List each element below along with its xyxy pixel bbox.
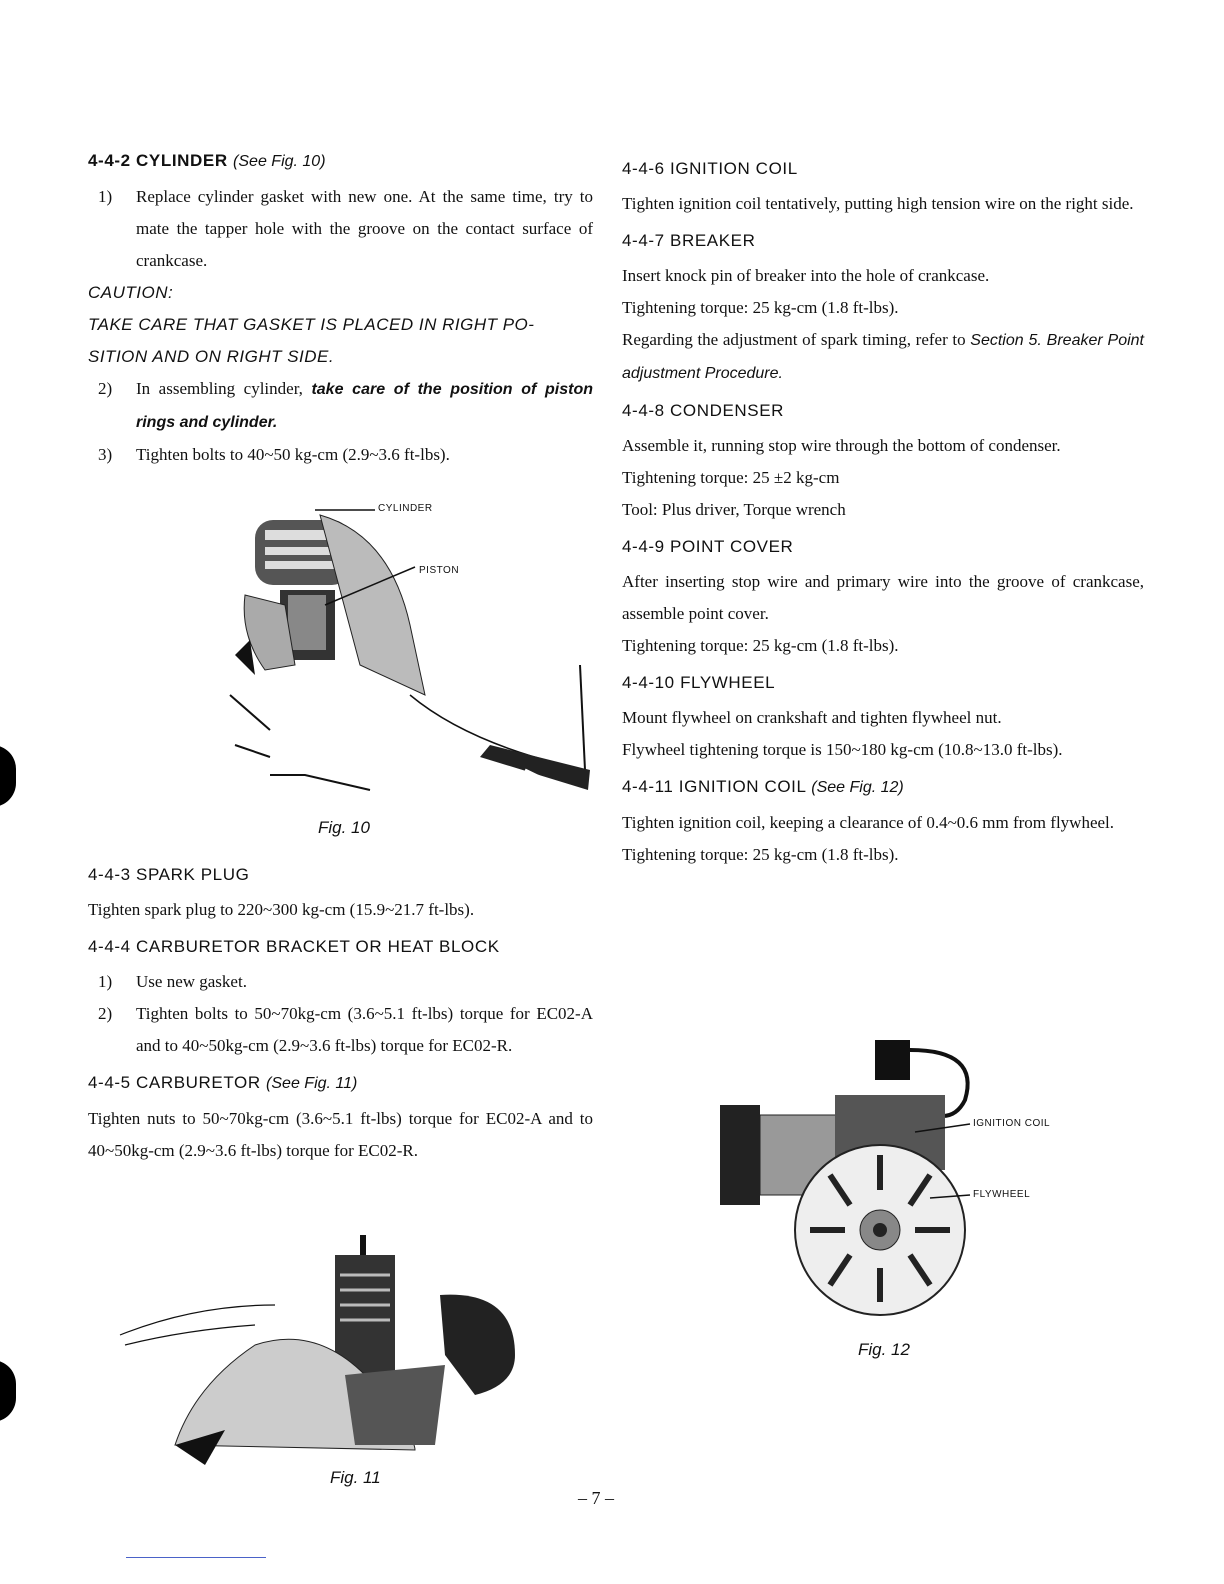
list-item: 1) Use new gasket.: [98, 972, 247, 991]
figure-12-photo: [715, 1040, 1075, 1320]
figure-10-caption: Fig. 10: [318, 818, 370, 837]
heading-4-4-10: 4-4-10 FLYWHEEL: [622, 673, 776, 692]
heading-4-4-9: 4-4-9 POINT COVER: [622, 537, 794, 556]
label-ignition-coil: IGNITION COIL: [973, 1118, 1051, 1129]
list-item: 1) Replace cylinder gasket with new one. At the same time, try to mate the tapper hole with the groove on the contact surface of crankcase.: [98, 187, 593, 270]
list-item: 2) In assembling cylinder, take care of the position of piston rings and cylinder.: [98, 379, 594, 431]
label-flywheel: FLYWHEEL: [973, 1189, 1031, 1200]
fig-reference: (See Fig. 10): [233, 153, 326, 170]
spark-plug-text: Tighten spark plug to 220~300 kg-cm (15.9~21.7 ft-lbs).: [88, 900, 475, 919]
heading-4-4-3: 4-4-3 SPARK PLUG: [88, 865, 250, 884]
binding-hole-mark: [0, 1360, 16, 1422]
label-piston: PISTON: [419, 565, 460, 576]
left-column: [88, 150, 593, 471]
heading-4-4-11: 4-4-11 IGNITION COIL (See Fig. 12): [622, 777, 904, 796]
caution-label: CAUTION:: [88, 283, 174, 302]
left-column-lower: [88, 864, 593, 1167]
heading-4-4-8: 4-4-8 CONDENSER: [622, 401, 785, 420]
heading-4-4-7: 4-4-7 BREAKER: [622, 231, 756, 250]
figure-10-photo: [210, 495, 600, 815]
ignition-coil-text: Tighten ignition coil tentatively, putting high tension wire on the right side.: [622, 194, 1134, 213]
binding-hole-mark: [0, 745, 16, 807]
heading-4-4-4: 4-4-4 CARBURETOR BRACKET OR HEAT BLOCK: [88, 937, 500, 956]
figure-11-photo: [115, 1235, 535, 1465]
heading-4-4-5: 4-4-5 CARBURETOR (See Fig. 11): [88, 1073, 358, 1092]
list-item: 2) Tighten bolts to 50~70kg-cm (3.6~5.1 ft-lbs) torque for EC02-A and to 40~50kg-cm (2.9~3.6 ft-lbs) torque for EC02-R.: [98, 1004, 593, 1055]
heading-4-4-6: 4-4-6 IGNITION COIL: [622, 159, 798, 178]
right-column: 4-4-6 IGNITION COIL Tighten ignition coil tentatively, putting high tension wire on the right side. 4-4-7 BREAKER Insert knock pin of breaker into the hole of crankcase. Tightening torque: 25 kg-cm (1.8 ft-lbs). Regarding the adjustment of spark timing, refer to Section 5. Breaker Point adjustment Procedure. 4-4-8 CONDENSER Assemble it, running stop wire through the bottom of condenser. Tightening torque: 25 ±2 kg-cm Tool: Plus driver, Torque wrench 4-4-9 POINT COVER After inserting stop wire and primary wire into the groove of crankcase, assemble point cover. Tightening torque: 25 kg-cm (1.8 ft-lbs). 4-4-10 FLYWHEEL Mount flywheel on crankshaft and tighten flywheel nut. Flywheel tightening torque is 150~180 kg-cm (10.8~13.0 ft-lbs). 4-4-11 IGNITION COIL (See Fig. 12) Tighten ignition coil, keeping a clearance of 0.4~0.6 mm from flywheel. Tightening torque: 25 kg-cm (1.8 ft-lbs).: [622, 159, 1145, 864]
fig-reference: (See Fig. 11): [266, 1075, 358, 1092]
list-item: 3) Tighten bolts to 40~50 kg-cm (2.9~3.6 ft-lbs).: [98, 445, 450, 464]
heading-4-4-2: 4-4-2 CYLINDER (See Fig. 10): [88, 151, 326, 170]
figure-11-caption: Fig. 11: [330, 1468, 381, 1487]
page-number: – 7 –: [578, 1488, 614, 1508]
footer-rule: [126, 1557, 266, 1558]
figure-12-caption: Fig. 12: [858, 1340, 910, 1359]
fig-reference: (See Fig. 12): [811, 779, 904, 796]
carburetor-text: Tighten nuts to 50~70kg-cm (3.6~5.1 ft-lbs) torque for EC02-A and to 40~50kg-cm (2.9~3.6 ft-lbs) torque for EC02-R.: [88, 1109, 593, 1160]
label-cylinder: CYLINDER: [378, 503, 433, 514]
caution-text: TAKE CARE THAT GASKET IS PLACED IN RIGHT PO-SITION AND ON RIGHT SIDE.: [88, 315, 535, 366]
